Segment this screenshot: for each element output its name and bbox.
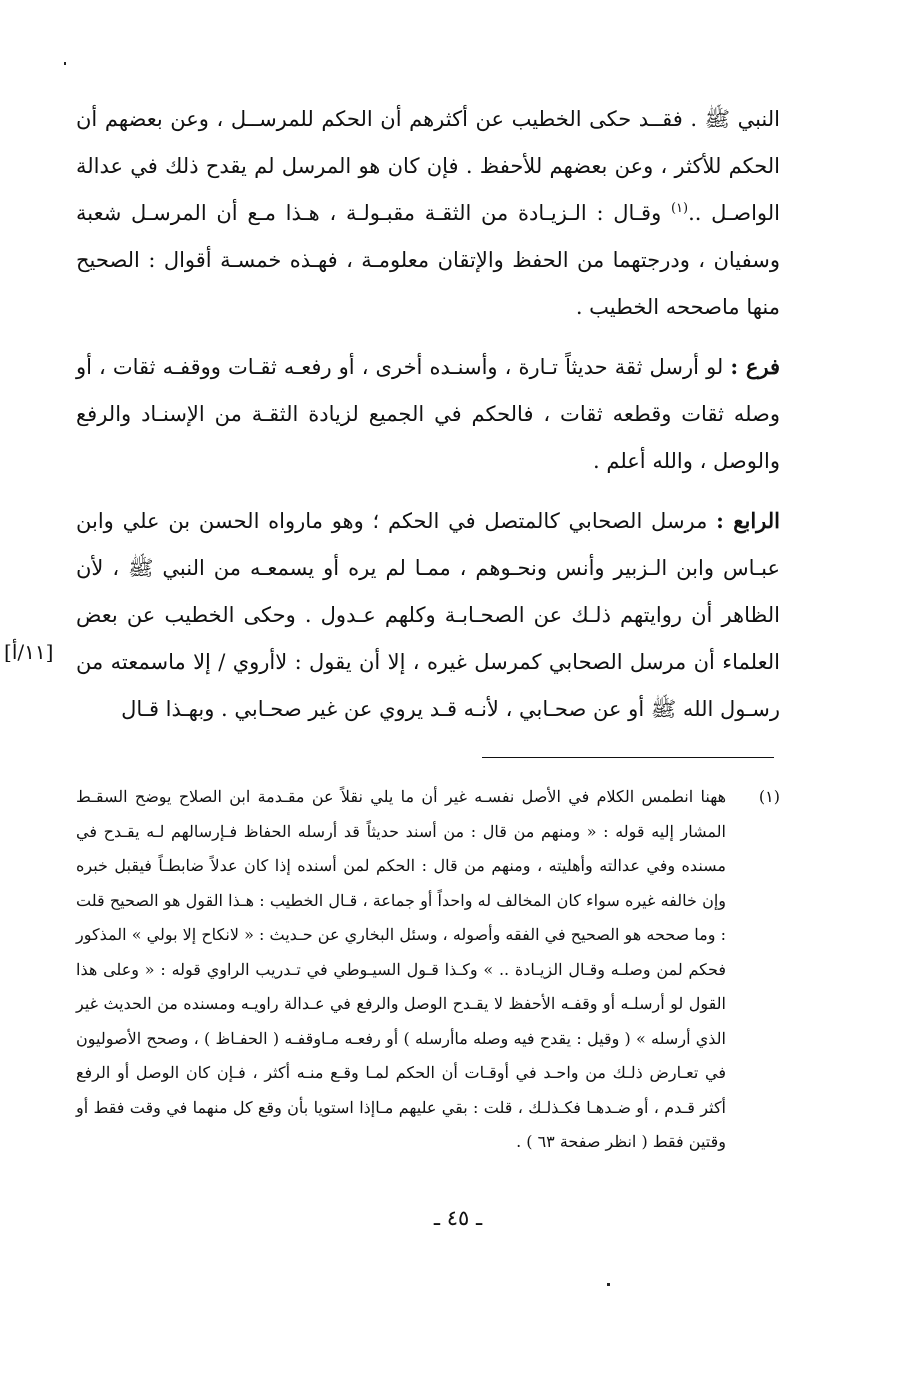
manuscript-folio-marker: [١١/أ] bbox=[4, 640, 54, 664]
footnote-reference: (١) bbox=[670, 201, 689, 216]
footnote-text: ههنا انطمس الكلام في الأصل نفسـه غير أن ما يلي نقلاً عن مقـدمة ابن الصلاح يوضح السقـط المشار إليه قوله : « ومنهم من قال : من أسند حديثاً قد أرسله الحفاظ فـإرسالهم لـه يقـدح في مسنده وفي عدالته وأهليته ، ومنهم من قال : الحكم لمن أسنده إذا كان عدلاً ضابطـاً فيقبل خبره وإن خالفه غيره سواء كان المخالف له واحداً أو جماعة ، قـال الخطيب : هـذا القول هو الصحيح قلت : وما صححه هو الصحيح في الفقه وأصوله ، وسئل البخاري عن حـديث : « لانكاح إلا بولي » المذكور فحكم لمن وصلـه وقـال الزيـادة .. » وكـذا قـول السيـوطي في تـدريب الراوي قوله : « وعلى هذا القول لو أرسلـه أو وقفـه الأحفظ لا يقـدح الوصل والرفع في عـدالة راويـه ومسنده من الحديث غير الذي أرسله » ( وقيل : يقدح فيه وصله ماأرسله ) أو رفعـه مـاوقفـه ( الحفـاظ ) ، وصحح الأصوليون في تعـارض ذلـك من واحـد في أوقـات أن الحكم لمـا وقـع منـه أكثر ، فـإن كان الوصل أو الرفع أكثر قـدم ، أو ضـدهـا فكـذلـك ، قلت : بقي عليهم مـاإذا استويا بأن وقع كل منهما في وقت فقط أو وقتين فقط ( انظر صفحة ٦٣ ) . bbox=[76, 787, 727, 1151]
section-lead-far: فرع : bbox=[730, 354, 781, 379]
scan-speck bbox=[607, 1283, 610, 1286]
footnote-separator bbox=[482, 757, 774, 758]
paragraph-fourth bbox=[76, 497, 780, 733]
paragraph-far bbox=[76, 343, 780, 485]
section-lead-fourth: الرابع : bbox=[716, 508, 780, 533]
page-number: ـ ٤٥ ـ bbox=[433, 1206, 483, 1230]
footnote-number: (١) bbox=[758, 787, 780, 806]
scan-speck bbox=[64, 62, 66, 65]
paragraph-text: النبي ﷺ . فقــد حكى الخطيب عن أكثرهم أن الحكم للمرســل ، وعن بعضهم أن الحكم للأكثر ، وعن بعضهم للأحفظ . فإن كان هو المرسل لم يقدح ذلك في عدالة الواصـل .. bbox=[76, 107, 780, 225]
footnote bbox=[76, 780, 780, 1160]
paragraph-text: لو أرسل ثقة حديثاً تـارة ، وأسنـده أخرى ، أو رفعـه ثقـات ووقفـه ثقات ، أو وصله ثقات وقطعه ثقات ، فالحكم في الجميع لزيادة الثقـة من الإسنـاد والرفع والوصل ، والله أعلم . bbox=[76, 355, 780, 473]
paragraph-text-continued: وقـال : الـزيـادة من الثقـة مقبـولـة ، هـذا مـع أن المرسـل شعبة وسفيان ، ودرجتهما من الحفظ والإتقان معلومـة ، فهـذه خمسـة أقوال : الصحيح منها ماصححه الخطيب . bbox=[76, 201, 780, 319]
paragraph-mursal-ruling bbox=[76, 96, 780, 331]
paragraph-text: مرسل الصحابي كالمتصل في الحكم ؛ وهو مارواه الحسن بن علي وابن عبـاس وابن الـزبير وأنس ونحـوهم ، ممـا لم يره أو يسمعـه من النبي ﷺ ، لأن الظاهر أن روايتهم ذلـك عن الصحـابـة وكلهم عـدول . وحكى الخطيب عن بعض العلماء أن مرسل الصحابي كمرسل غيره ، إلا أن يقول : لاأروي / إلا ماسمعته من رسـول الله ﷺ أو عن صحـابي ، لأنـه قـد يروي عن غير صحـابي . وبهـذا قـال bbox=[76, 509, 780, 721]
